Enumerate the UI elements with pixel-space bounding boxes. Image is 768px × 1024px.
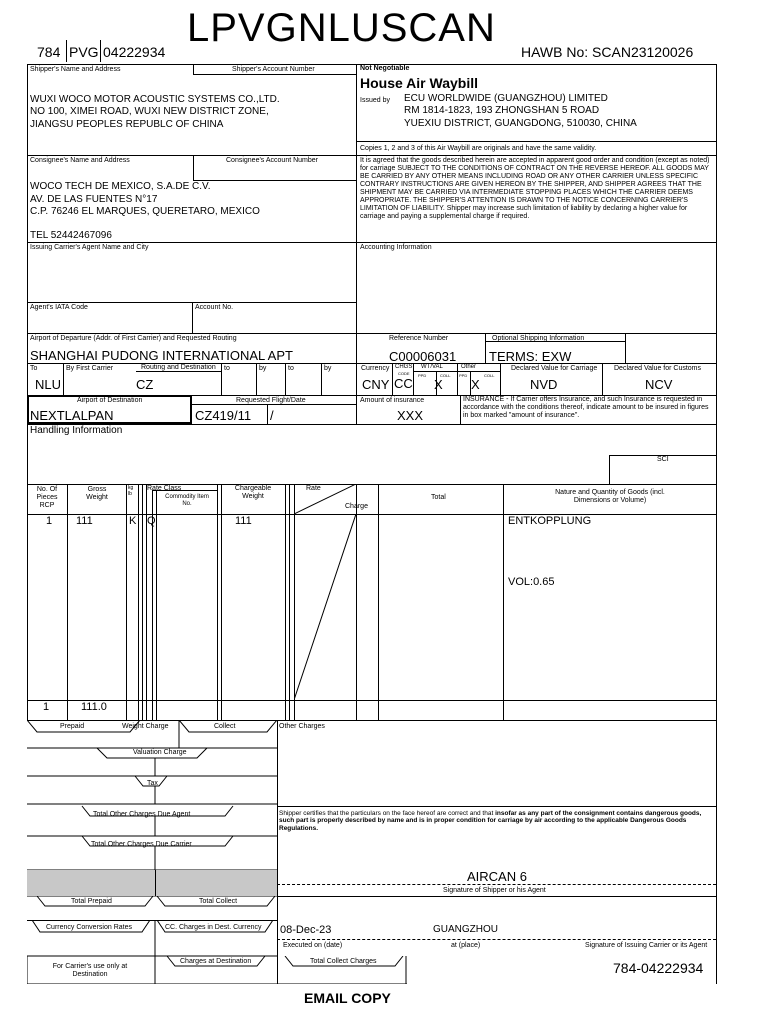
total-header: Total [431,494,446,501]
accounting-label: Accounting Information [360,244,432,251]
divider [100,40,101,62]
charges-dest-label: Charges at Destination [180,958,252,965]
dashed-divider [277,939,716,940]
row-rate-class: Q [147,515,156,527]
dest-currency-label: CC. Charges in Dest. Currency [165,924,262,931]
divider [378,484,379,720]
gross-weight-header: Gross Weight [86,486,108,502]
row-chargeable: 111 [235,515,252,527]
shipper-signature: AIRCAN 6 [467,869,527,884]
account-no-label: Account No. [195,304,234,311]
divider [66,40,67,62]
other-mark: X [471,377,480,392]
dashed-divider [277,884,716,885]
insurance-value: XXX [397,408,424,423]
divider [142,484,143,720]
divider [193,74,356,75]
divider [27,242,716,243]
flight-slash: / [270,408,274,423]
chgs-value: CC [394,376,413,391]
divider [485,333,486,363]
divider [460,395,461,424]
shipper-label: Shipper's Name and Address [30,66,121,73]
routing-dest-label: Routing and Destination [141,364,216,371]
wt-mark: X [434,377,443,392]
divider [356,141,716,142]
other-label: Other [461,364,477,370]
divider [136,371,221,372]
hawb-number: HAWB No: SCAN23120026 [521,44,694,60]
total-pieces: 1 [43,701,50,713]
rate-header: Rate [306,485,321,492]
conversion-rates-label: Currency Conversion Rates [46,924,132,931]
decl-customs-label: Declared Value for Customs [614,365,702,372]
divider [217,484,218,720]
consignee-tel: TEL 52442467096 [30,230,112,241]
divider [155,870,156,896]
divider [27,155,356,156]
total-collect-label: Total Collect [199,898,238,905]
collect-label: Collect [214,723,236,730]
at-place-label: at (place) [451,942,481,949]
total-gross: 111.0 [81,701,107,713]
row-pieces: 1 [46,515,53,527]
to-label: To [30,365,38,372]
insurance-note: INSURANCE - If Carrier offers Insurance, and such Insurance is requested in accordance with the conditions thereof, indicate amount to be insured in figures in box marked "amount of insurance". [463,396,709,420]
divider [602,363,603,395]
divider [356,484,357,720]
ppd2-label: PPD [459,373,468,378]
flight-value: CZ419/11 [195,408,252,423]
reference-label: Reference Number [389,335,449,342]
shipper-account-label: Shipper's Account Number [232,66,315,73]
divider [285,363,286,395]
divider [221,363,222,395]
carrier-use-label: For Carrier's use only at Destination [52,963,128,979]
divider [27,333,716,334]
handling-label: Handling Information [30,425,123,436]
divider [289,484,290,720]
code-label: CODE [398,371,410,376]
divider [256,363,257,395]
waybill-title: House Air Waybill [360,75,478,91]
divider [192,404,356,405]
commodity-header: Commodity Item No. [165,494,209,507]
total-prepaid-label: Total Prepaid [71,898,112,905]
flight-label: Requested Flight/Date [236,397,306,404]
divider [609,455,610,484]
divider [267,404,268,424]
departure-label: Airport of Departure (Addr. of First Carrier) and Requested Routing [30,335,237,342]
divider [356,333,357,363]
agreement-text: It is agreed that the goods described herein are accepted in apparent good order and condition (except as noted) for carriage SUBJECT TO THE CONDITIONS OF CONTRACT ON THE REVERSE HEREOF. ALL GOODS MAY BE CARRIED BY ANY OTHER MEANS INCLUDING ROAD OR ANY OTHER CARRIER UNLESS SPECIFIC CONTRARY INSTRUCTIONS ARE GIVEN HEREON BY THE SHIPPER, AND SHIPPER AGREES THAT THE SHIPMENT MAY BE CARRIED VIA INTERMEDIATE STOPPING PLACES WHICH THE CARRIER DEEMS APPROPRIATE. THE SHIPPER'S ATTENTION IS DRAWN TO THE NOTICE CONCERNING CARRIER'S LIMITATION OF LIABILITY. Shipper may increase such limitation of liability by declaring a higher value for carriage and paying a supplemental charge if required. [360,157,710,221]
divider [356,155,716,156]
departure-airport: SHANGHAI PUDONG INTERNATIONAL APT [30,348,293,363]
by2-label: by [259,365,267,372]
divider [356,363,357,395]
row-unit: K [129,515,137,527]
signature-label: Signature of Shipper or his Agent [443,887,546,894]
rate-class-header: Rate Class [147,485,182,492]
optional-shipping-label: Optional Shipping Information [492,335,585,342]
divider [457,363,458,395]
carrier-value: CZ [136,377,154,392]
divider [500,363,501,395]
coll-label: COLL [440,373,451,378]
divider [138,484,139,720]
awb-origin: PVG [69,44,99,60]
divider [27,363,716,364]
divider [27,700,716,701]
chgs-label: CHGS [395,364,413,370]
total-collect-charges-label: Total Collect Charges [310,958,377,965]
tax-label: Tax [147,780,158,787]
wtval-label: WT/VAL [421,364,443,370]
divider [277,896,716,897]
iata-label: Agent's IATA Code [30,304,88,311]
consignee-line-1: WOCO TECH DE MEXICO, S.A.DE C.V. [30,181,211,192]
divider [156,490,157,720]
divider [503,484,504,720]
executed-place: GUANGZHOU [433,924,498,935]
center-divider [356,64,357,334]
shipper-line-2: NO 100, XIMEI ROAD, WUXI NEW DISTRICT ZONE, [30,106,269,117]
destination-value: NEXTLALPAN [30,408,114,423]
agent-label: Issuing Carrier's Agent Name and City [30,244,149,251]
destination-label: Airport of Destination [77,397,143,404]
divider [193,155,194,180]
divider [413,371,457,372]
awb-prefix: 784 [37,44,61,60]
coll2-label: COLL [484,373,495,378]
to3-label: to [288,365,294,372]
decl-carriage-label: Declared Value for Carriage [511,365,598,372]
chargeable-header: Chargeable Weight [234,485,272,501]
ppd-label: PPD [418,373,427,378]
consignee-account-label: Consignee's Account Number [226,157,318,164]
divider [277,720,278,960]
row-volume: VOL:0.65 [508,576,555,588]
decl-customs-value: NCV [645,377,673,392]
other-charges-label: Other Charges [279,723,325,730]
terms: TERMS: EXW [489,349,572,364]
divider [285,484,286,720]
by3-label: by [324,365,332,372]
divider [625,333,626,363]
prepaid-label: Prepaid [60,723,85,730]
to2-label: to [224,365,230,372]
divider [27,424,716,425]
consignee-line-2: AV. DE LAS FUENTES N°17 [30,194,158,205]
other-agent-label: Total Other Charges Due Agent [93,811,191,818]
to-value: NLU [35,377,62,392]
email-copy: EMAIL COPY [304,990,391,1006]
divider [356,395,357,424]
consignee-label: Consignee's Name and Address [30,157,130,164]
divider [413,363,414,395]
divider [126,484,127,720]
divider [321,363,322,395]
charge-header: Charge [345,503,368,510]
shipper-line-3: JIANGSU PEOPLES REPUBLC OF CHINA [30,119,224,130]
nature-header: Nature and Quantity of Goods (incl. Dimensions or Volume) [555,489,665,505]
divider [63,363,64,395]
issuer-line-1: ECU WORLDWIDE (GUANGZHOU) LIMITED [404,93,608,104]
executed-label: Executed on (date) [283,942,343,949]
divider [193,64,194,74]
divider [67,484,68,720]
consignee-line-3: C.P. 76246 EL MARQUES, QUERETARO, MEXICO [30,206,260,217]
currency-label: Currency [361,365,390,372]
insurance-label: Amount of insurance [360,397,425,404]
row-description: ENTKOPPLUNG [508,515,592,527]
frame-left [27,64,28,720]
issuer-line-3: YUEXIU DISTRICT, GUANGDONG, 510030, CHINA [404,118,637,129]
divider [392,363,393,395]
divider [193,180,356,181]
shaded-cell [27,870,277,896]
reference-number: C00006031 [389,349,457,364]
sci-label: SCI [657,456,669,463]
executed-date: 08-Dec-23 [280,924,332,936]
decl-carriage-value: NVD [530,377,558,392]
divider [277,806,716,807]
valuation-charge-label: Valuation Charge [133,749,187,756]
frame-right [716,64,717,984]
issuer-line-2: RM 1814-1823, 193 ZHONGSHAN 5 ROAD [404,105,600,116]
other-carrier-label: Total Other Charges Due Carrier [91,841,192,848]
issued-by-label: Issued by [360,97,390,104]
currency-value: CNY [362,377,390,392]
shipper-certification: Shipper certifies that the particulars on the face hereof are correct and that insofar as any part of the consignment contains dangerous goods, such part is properly described by name and is in proper condition for carriage by air according to the applicable Dangerous Goods Regulations. [279,810,702,832]
shipper-line-1: WUXI WOCO MOTOR ACOUSTIC SYSTEMS CO.,LTD. [30,94,280,105]
document-title: LPVGNLUSCAN [187,6,496,50]
row-gross: 111 [76,515,93,527]
divider [457,371,500,372]
footer-awb-number: 784-04222934 [613,960,704,976]
rate-charge-diagonal-body [294,514,356,700]
kg-lb-header: kg lb [128,485,134,497]
divider [192,302,193,333]
by-first-carrier-label: By First Carrier [66,365,114,372]
divider [221,484,222,720]
pieces-header: No. Of Pieces RCP [36,486,58,510]
carrier-signature-label: Signature of Issuing Carrier or its Agent [585,942,708,949]
awb-serial: 04222934 [103,44,166,60]
weight-charge-label: Weight Charge [122,723,169,730]
copies-note: Copies 1, 2 and 3 of this Air Waybill are originals and have the same validity. [360,145,597,152]
not-negotiable: Not Negotiable [360,65,410,72]
